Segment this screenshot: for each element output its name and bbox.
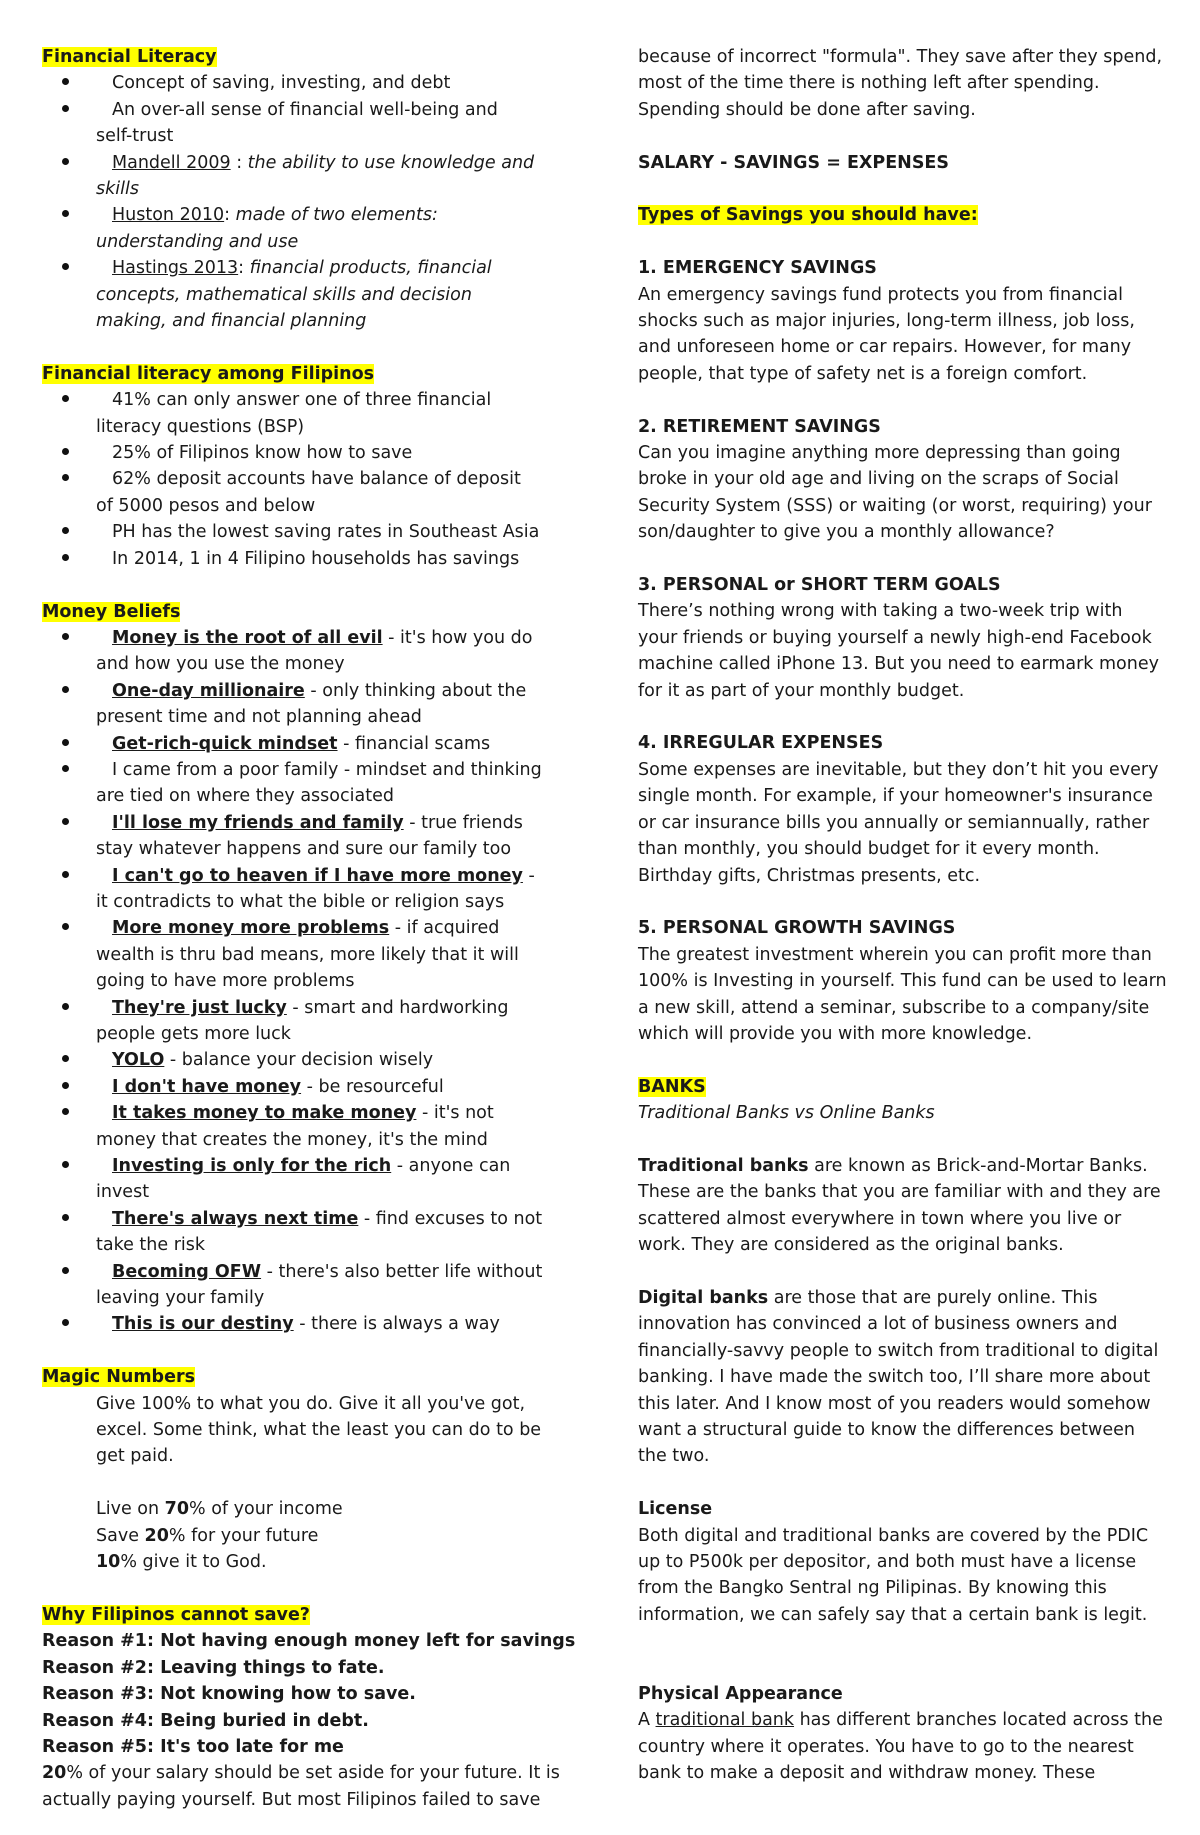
belief-item (42, 1074, 582, 1100)
belief-title: There's always next time (112, 1208, 359, 1229)
financial-literacy-list (42, 70, 582, 334)
text-line: single month. For example, if your homeowner's insurance (638, 786, 1153, 807)
savings-formula: SALARY - SAVINGS = EXPENSES (638, 152, 949, 173)
heading-financial-literacy: Financial Literacy (42, 47, 217, 67)
text-line: up to P500k per depositor, and both must have a license (638, 1551, 1137, 1572)
belief-title: I'll lose my friends and family (112, 812, 404, 833)
text-line: people, that type of safety net is a foreign comfort. (638, 363, 1088, 384)
belief-description: - anyone can invest (96, 1156, 511, 1203)
belief-item (42, 995, 582, 1048)
text-line: broke in your old age and living on the scraps of Social (638, 469, 1119, 490)
belief-title: More money more problems (112, 918, 390, 939)
heading-filipinos: Financial literacy among Filipinos (42, 363, 375, 384)
license-heading: License (638, 1499, 713, 1520)
belief-title: Money is the root of all evil (112, 627, 383, 648)
belief-item (42, 678, 582, 731)
text-line: your friends or buying yourself a newly high-end Facebook (638, 627, 1152, 648)
reason-line: Reason #5: It's too late for me (42, 1736, 344, 1757)
text-line: or car insurance bills you annually or semiannually, rather (638, 812, 1150, 833)
savings-type-title: 2. RETIREMENT SAVINGS (638, 416, 881, 437)
text-line: information, we can safely say that a certain bank is legit. (638, 1604, 1148, 1625)
text-line: Can you imagine anything more depressing than going (638, 443, 1121, 464)
text-line: a new skill, attend a seminar, subscribe to a company/site (638, 997, 1150, 1018)
money-beliefs-list (42, 625, 582, 1338)
belief-item (42, 1259, 582, 1312)
heading-magic-numbers: Magic Numbers (42, 1367, 195, 1388)
list-item: Concept of saving, investing, and debt (42, 70, 582, 96)
belief-title: Investing is only for the rich (112, 1156, 392, 1177)
belief-description: I came from a poor family - mindset and thinking are tied on where they associated (96, 759, 542, 807)
belief-item (42, 1311, 582, 1337)
list-item: 62% deposit accounts have balance of deposit of 5000 pesos and below (42, 466, 582, 519)
text-line: for it as part of your monthly budget. (638, 680, 965, 701)
belief-title: YOLO (112, 1050, 165, 1071)
list-item: In 2014, 1 in 4 Filipino households has savings (42, 546, 582, 572)
text-line: An emergency savings fund protects you from financial (638, 284, 1123, 305)
list-item: Mandell 2009 : the ability to use knowledge and skills (42, 150, 582, 203)
belief-title: This is our destiny (112, 1314, 294, 1335)
belief-title: I don't have money (112, 1076, 302, 1097)
text-line: financially-savvy people to switch from traditional to digital (638, 1340, 1159, 1361)
text-line: These are the banks that you are familiar with and they are (638, 1182, 1161, 1203)
text-line: The greatest investment wherein you can profit more than (638, 944, 1152, 965)
heading-banks: BANKS (638, 1076, 706, 1097)
physical-appearance-para: A traditional bank has different branches located across the (638, 1710, 1163, 1731)
belief-item (42, 625, 582, 678)
list-item: Huston 2010: made of two elements: understanding and use (42, 202, 582, 255)
belief-description: - it's not money that creates the money, it's the mind (96, 1103, 494, 1150)
text-line: banking. I have made the switch too, I’ll share more about (638, 1367, 1151, 1388)
traditional-banks-para: Traditional banks are known as Brick-and-Mortar Banks. (638, 1155, 1148, 1176)
reason-line: Reason #1: Not having enough money left for savings (42, 1631, 576, 1652)
list-item: 25% of Filipinos know how to save (42, 440, 582, 466)
list-item: PH has the lowest saving rates in Southeast Asia (42, 519, 582, 545)
savings-type-title: 3. PERSONAL or SHORT TERM GOALS (638, 575, 1001, 596)
magic-intro-line: get paid. (96, 1446, 174, 1467)
belief-title: Becoming OFW (112, 1261, 262, 1282)
magic-intro-line: Give 100% to what you do. Give it all you've got, (96, 1393, 526, 1414)
text-line: work. They are considered as the original banks. (638, 1235, 1064, 1256)
text-line: Both digital and traditional banks are covered by the PDIC (638, 1525, 1149, 1546)
digital-banks-para: Digital banks are those that are purely online. This (638, 1287, 1098, 1308)
belief-description: - it contradicts to what the bible or religion says (96, 865, 535, 912)
text-line: want a structural guide to know the differences between (638, 1419, 1135, 1440)
belief-item (42, 1100, 582, 1153)
list-item: 41% can only answer one of three financial literacy questions (BSP) (42, 387, 582, 440)
text-line: and unforeseen home or car repairs. However, for many (638, 337, 1132, 358)
belief-description: - financial scams (337, 733, 491, 754)
text-line: shocks such as major injuries, long-term illness, job loss, (638, 311, 1135, 332)
belief-description: - smart and hardworking people gets more luck (96, 997, 509, 1044)
banks-subtitle: Traditional Banks vs Online Banks (638, 1103, 935, 1124)
belief-title: It takes money to make money (112, 1103, 417, 1124)
belief-description: - if acquired wealth is thru bad means, more likely that it will going to have more problems (96, 918, 519, 992)
belief-item (42, 1047, 582, 1073)
text-line: 100% is Investing in yourself. This fund can be used to learn (638, 971, 1167, 992)
belief-title: Get-rich-quick mindset (112, 733, 338, 754)
belief-description: - true friends stay whatever happens and sure our family too (96, 812, 523, 860)
belief-title: They're just lucky (112, 997, 287, 1018)
text-line: Spending should be done after saving. (638, 99, 976, 120)
text-line: Security System (SSS) or waiting (or worst, requiring) your (638, 495, 1152, 516)
magic-intro-line: excel. Some think, what the least you can do to be (96, 1420, 542, 1441)
heading-why-cannot-save: Why Filipinos cannot save? (42, 1604, 310, 1625)
physical-appearance-heading: Physical Appearance (638, 1683, 843, 1704)
belief-item (42, 810, 582, 863)
belief-description: - balance your decision wisely (164, 1050, 434, 1071)
text-line: the two. (638, 1446, 710, 1467)
text-line: country where it operates. You have to go to the nearest (638, 1736, 1134, 1757)
belief-description: - there's also better life without leaving your family (96, 1261, 543, 1309)
text-line: bank to make a deposit and withdraw money. These (638, 1763, 1096, 1784)
savings-type-title: 5. PERSONAL GROWTH SAVINGS (638, 918, 956, 939)
belief-description: - there is always a way (293, 1314, 500, 1335)
belief-item (42, 1153, 582, 1206)
text-line: son/daughter to give you a monthly allowance? (638, 522, 1055, 543)
belief-item (42, 915, 582, 994)
belief-item (42, 863, 582, 916)
text-line: innovation has convinced a lot of business owners and (638, 1314, 1118, 1335)
right-column (638, 44, 1167, 1787)
savings-type-title: 4. IRREGULAR EXPENSES (638, 733, 884, 754)
belief-description: - it's how you do and how you use the money (96, 627, 533, 675)
text-line: this later. And I know most of you readers would somehow (638, 1393, 1151, 1414)
filipinos-list (42, 387, 582, 572)
magic-rule: Save 20% for your future (96, 1525, 319, 1546)
reason-line: Reason #3: Not knowing how to save. (42, 1684, 416, 1705)
text-line: from the Bangko Sentral ng Pilipinas. By knowing this (638, 1578, 1107, 1599)
list-item: Hastings 2013: financial products, financial concepts, mathematical skills and decision making, and financial planning (42, 255, 582, 334)
magic-rule: 10% give it to God. (96, 1552, 267, 1573)
text-line: most of the time there is nothing left after spending. (638, 73, 1100, 94)
text-line: which will provide you with more knowledge. (638, 1023, 1033, 1044)
reason-line: Reason #4: Being buried in debt. (42, 1710, 369, 1731)
heading-types-of-savings: Types of Savings you should have: (638, 205, 978, 226)
reason-line: Reason #2: Leaving things to fate. (42, 1657, 385, 1678)
salary-note-line: actually paying yourself. But most Filipinos failed to save (42, 1789, 541, 1810)
belief-title: I can't go to heaven if I have more money (112, 865, 523, 886)
text-line: There’s nothing wrong with taking a two-week trip with (638, 601, 1123, 622)
salary-note: 20% of your salary should be set aside for your future. It is (42, 1763, 560, 1784)
left-column (42, 44, 582, 1813)
text-line: because of incorrect "formula". They save after they spend, (638, 47, 1163, 67)
text-line: Birthday gifts, Christmas presents, etc. (638, 865, 981, 886)
magic-rule: Live on 70% of your income (96, 1499, 343, 1520)
savings-types (638, 255, 1167, 1074)
traditional-bank-link[interactable]: traditional bank (655, 1710, 795, 1731)
heading-money-beliefs: Money Beliefs (42, 601, 181, 622)
text-line: Some expenses are inevitable, but they don’t hit you every (638, 759, 1159, 780)
savings-type-title: 1. EMERGENCY SAVINGS (638, 258, 877, 279)
belief-item (42, 1206, 582, 1259)
belief-title: One-day millionaire (112, 680, 305, 701)
belief-description: - only thinking about the present time and not planning ahead (96, 680, 527, 728)
belief-description: - find excuses to not take the risk (96, 1208, 543, 1256)
belief-description: - be resourceful (301, 1076, 444, 1097)
text-line: than monthly, you should budget for it every month. (638, 839, 1100, 860)
text-line: machine called iPhone 13. But you need to earmark money (638, 654, 1159, 675)
belief-item (42, 757, 582, 810)
belief-item (42, 731, 582, 757)
list-item: An over-all sense of financial well-being and self-trust (42, 97, 582, 150)
text-line: scattered almost everywhere in town where you live or (638, 1208, 1122, 1229)
